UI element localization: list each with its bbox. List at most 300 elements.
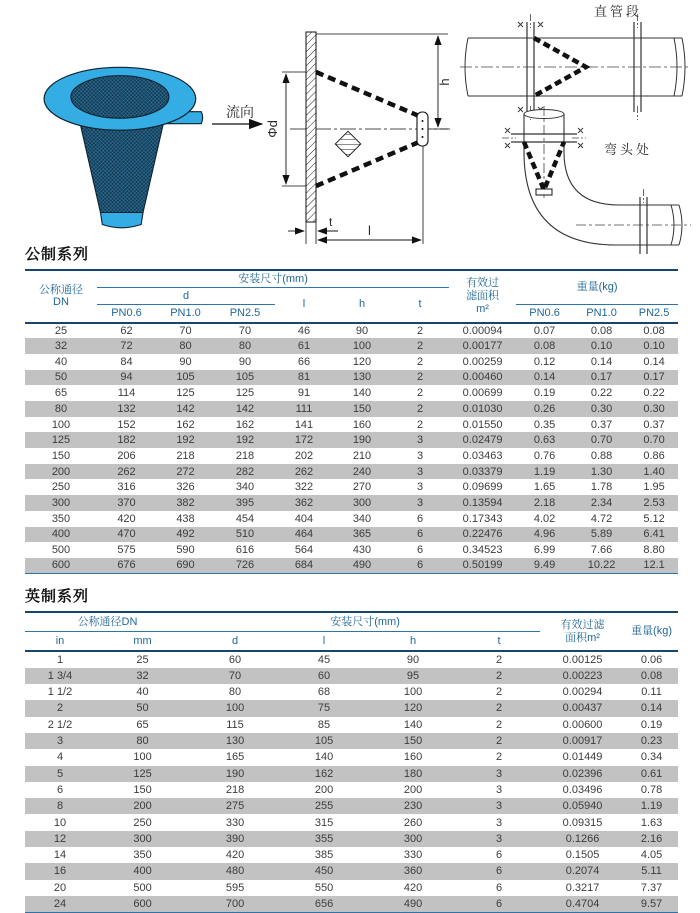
table-cell: 300	[51, 496, 71, 509]
table-cell: 140	[352, 387, 372, 400]
table-cell: 400	[133, 865, 152, 878]
table-cell: 2	[495, 686, 503, 699]
table-cell: 0.1505	[565, 849, 600, 862]
table-cell: 0.34523	[462, 544, 503, 557]
table-cell: 105	[314, 735, 334, 748]
table-cell: 75	[317, 702, 331, 715]
table-cell: 2	[495, 669, 503, 682]
table-cell: 3	[416, 449, 424, 462]
table-row	[25, 847, 678, 863]
table-cell: 0.63	[533, 434, 556, 447]
table-cell: 676	[117, 559, 136, 572]
h-extension-lines	[316, 34, 448, 129]
table-cell: 0.22476	[462, 528, 503, 541]
table-cell: 595	[225, 881, 245, 894]
table-cell: 0.4704	[565, 897, 600, 910]
table-cell: 464	[294, 528, 314, 541]
table-cell: 142	[176, 402, 195, 415]
table-cell: 6	[416, 559, 424, 572]
table-cell: 90	[179, 355, 192, 368]
col-header-l: l	[322, 634, 326, 647]
table-cell: 2	[416, 387, 424, 400]
table-cell: 60	[317, 669, 331, 682]
table-row	[25, 733, 678, 749]
table-cell: 70	[238, 324, 252, 337]
table-cell: 192	[176, 434, 195, 447]
col-header-d: d	[231, 634, 239, 647]
table-cell: 0.08	[533, 340, 556, 353]
table-cell: 6	[495, 881, 503, 894]
table-cell: 250	[51, 481, 71, 494]
table-cell: 1 1/2	[47, 686, 73, 699]
metric-series-title: 公制系列	[25, 246, 90, 263]
table-cell: 0.14	[640, 702, 663, 715]
table-cell: 0.30	[643, 402, 665, 415]
table-cell: 150	[133, 783, 152, 796]
table-cell: 218	[225, 783, 245, 796]
table-row	[25, 511, 678, 527]
table-cell: 165	[225, 751, 245, 764]
table-cell: 395	[235, 496, 255, 509]
table-cell: 726	[235, 559, 255, 572]
table-cell: 0.76	[533, 449, 556, 462]
table-cell: 330	[225, 816, 245, 829]
table-cell: 125	[235, 387, 255, 400]
table-cell: 0.07	[533, 324, 556, 337]
col-header-install-dims: 安装尺寸(mm)	[190, 612, 540, 632]
table-row	[25, 782, 678, 798]
col-header-l: l	[302, 298, 306, 311]
strainer-mesh-opening	[71, 76, 169, 119]
table-cell: 200	[403, 783, 423, 796]
table-cell: 300	[133, 832, 152, 845]
table-cell: 150	[403, 735, 423, 748]
table-row	[25, 814, 678, 830]
table-cell: 590	[176, 544, 195, 557]
table-cell: 2 1/2	[47, 718, 73, 731]
table-cell: 350	[51, 512, 71, 525]
col-header-filter-area	[540, 612, 625, 651]
table-cell: 600	[51, 559, 71, 572]
table-cell: 62	[120, 324, 133, 337]
t-extension-lines	[306, 222, 316, 244]
table-row	[25, 401, 678, 417]
table-cell: 4.72	[590, 512, 613, 525]
table-cell: 80	[179, 340, 192, 353]
table-cell: 140	[314, 751, 334, 764]
table-cell: 70	[228, 669, 242, 682]
table-cell: 202	[294, 449, 314, 462]
table-cell: 1.19	[640, 800, 663, 813]
table-cell: 160	[352, 418, 372, 431]
table-row	[25, 766, 678, 782]
col-header-weight: 重量(kg)	[631, 625, 673, 638]
table-cell: 0.22	[643, 387, 665, 400]
table-cell: 2	[495, 702, 503, 715]
area-label-1: 有效过滤	[560, 619, 605, 632]
table-cell: 46	[297, 324, 311, 337]
table-cell: 80	[136, 735, 149, 748]
table-cell: 490	[352, 559, 372, 572]
table-cell: 10	[53, 816, 67, 829]
table-cell: 100	[225, 702, 245, 715]
t-dimension-label: t	[329, 215, 333, 229]
table-cell: 0.70	[643, 434, 665, 447]
table-cell: 2	[416, 340, 424, 353]
table-cell: 172	[294, 434, 314, 447]
table-cell: 190	[352, 434, 372, 447]
table-cell: 0.00125	[562, 654, 603, 667]
table-cell: 3	[495, 800, 503, 813]
table-cell: 0.00917	[562, 735, 603, 748]
table-cell: 400	[51, 528, 71, 541]
table-cell: 125	[133, 767, 152, 780]
table-cell: 450	[314, 865, 334, 878]
table-cell: 326	[176, 481, 195, 494]
table-row	[25, 417, 678, 433]
table-cell: 690	[176, 559, 195, 572]
table-row	[25, 479, 678, 495]
table-cell: 3	[495, 816, 503, 829]
table-cell: 0.00259	[462, 355, 503, 368]
table-cell: 0.26	[533, 402, 556, 415]
col-header-d-pn25: PN2.5	[229, 306, 261, 319]
table-cell: 12	[53, 832, 67, 845]
table-cell: 100	[51, 418, 71, 431]
table-cell: 162	[235, 418, 255, 431]
table-cell: 6	[416, 528, 424, 541]
table-row	[25, 651, 678, 667]
table-cell: 0.88	[590, 449, 613, 462]
table-cell: 25	[54, 324, 68, 337]
table-cell: 0.02479	[462, 434, 503, 447]
table-cell: 5	[56, 767, 64, 780]
table-cell: 0.08	[643, 324, 665, 337]
table-cell: 150	[51, 449, 71, 462]
table-cell: 218	[235, 449, 255, 462]
table-cell: 240	[352, 465, 372, 478]
apex-dot	[422, 136, 424, 138]
table-cell: 162	[176, 418, 195, 431]
table-cell: 4.02	[533, 512, 556, 525]
table-row	[25, 527, 678, 543]
col-header-w-pn06: PN0.6	[529, 306, 560, 319]
table-cell: 6.99	[533, 544, 556, 557]
table-row	[25, 896, 678, 912]
table-cell: 684	[294, 559, 314, 572]
table-cell: 94	[120, 371, 133, 384]
table-cell: 3	[416, 465, 424, 478]
col-header-in: in	[55, 634, 65, 647]
table-row	[25, 448, 678, 464]
table-cell: 80	[228, 686, 242, 699]
col-header-h: h	[358, 298, 366, 311]
table-cell: 125	[51, 434, 71, 447]
table-row	[25, 880, 678, 896]
table-cell: 300	[403, 832, 423, 845]
table-cell: 3	[416, 496, 424, 509]
table-cell: 0.34	[640, 751, 663, 764]
table-cell: 0.00600	[562, 718, 603, 731]
table-cell: 6	[495, 865, 503, 878]
table-cell: 132	[117, 402, 136, 415]
table-cell: 0.3217	[565, 881, 600, 894]
table-cell: 0.08	[640, 669, 663, 682]
h-dimension-label: h	[437, 78, 452, 86]
table-cell: 200	[51, 465, 71, 478]
table-cell: 65	[136, 718, 149, 731]
table-cell: 60	[228, 654, 242, 667]
table-cell: 25	[136, 654, 149, 667]
table-cell: 4	[56, 751, 64, 764]
table-cell: 90	[238, 355, 252, 368]
table-cell: 80	[54, 402, 68, 415]
table-cell: 362	[294, 496, 314, 509]
table-cell: 0.14	[590, 355, 613, 368]
table-cell: 61	[297, 340, 311, 353]
table-cell: 600	[133, 897, 152, 910]
table-cell: 6	[56, 783, 64, 796]
col-header-d-pn10: PN1.0	[170, 306, 201, 319]
table-cell: 1.78	[590, 481, 613, 494]
table-cell: 0.30	[590, 402, 613, 415]
table-cell: 130	[225, 735, 245, 748]
table-cell: 404	[294, 512, 314, 525]
table-cell: 0.03379	[462, 465, 503, 478]
table-cell: 32	[136, 669, 149, 682]
area-label-2: 滤面积	[466, 289, 500, 302]
dn-label-cn: 公称通径	[39, 283, 83, 296]
imperial-series-title: 英制系列	[25, 588, 90, 606]
table-cell: 0.09699	[462, 481, 503, 494]
table-cell: 2	[495, 654, 503, 667]
strainer-apex-cap	[536, 189, 552, 195]
table-cell: 130	[352, 371, 372, 384]
table-cell: 3	[416, 434, 424, 447]
table-cell: 0.14	[533, 371, 556, 384]
table-cell: 1.65	[533, 481, 556, 494]
table-cell: 0.86	[643, 449, 665, 462]
table-cell: 430	[352, 544, 372, 557]
table-cell: 510	[235, 528, 255, 541]
col-header-dn: 公称通径DN	[25, 612, 190, 632]
table-cell: 1	[56, 654, 64, 667]
table-cell: 0.10	[643, 340, 665, 353]
table-cell: 8.80	[643, 544, 665, 557]
table-cell: 6.41	[643, 528, 665, 541]
table-cell: 120	[352, 355, 372, 368]
cone-strainer-3d-image	[20, 34, 205, 231]
area-label-1: 有效过	[466, 277, 500, 290]
table-cell: 2	[495, 718, 503, 731]
table-cell: 0.02396	[562, 767, 603, 780]
table-cell: 1.40	[643, 465, 665, 478]
table-row	[25, 717, 678, 733]
cone-upper-wall	[316, 72, 419, 116]
strainer-dimension-drawing	[198, 4, 458, 247]
table-cell: 2	[56, 702, 64, 715]
table-cell: 0.06	[640, 654, 663, 667]
table-cell: 2	[495, 735, 503, 748]
table-cell: 0.08	[590, 324, 613, 337]
col-header-w-pn10: PN1.0	[586, 306, 617, 319]
table-row	[25, 495, 678, 511]
table-cell: 0.05940	[562, 800, 603, 813]
table-cell: 480	[225, 865, 245, 878]
table-cell: 160	[403, 751, 423, 764]
table-cell: 2	[416, 418, 424, 431]
col-header-t: t	[418, 298, 422, 311]
table-cell: 0.1266	[565, 832, 600, 845]
table-cell: 0.01550	[462, 418, 503, 431]
table-cell: 90	[406, 654, 420, 667]
table-cell: 182	[117, 434, 136, 447]
table-cell: 315	[314, 816, 334, 829]
imperial-series-table	[25, 611, 678, 913]
table-cell: 0.37	[643, 418, 665, 431]
flow-direction-label: 流向	[226, 104, 254, 120]
table-cell: 80	[238, 340, 252, 353]
table-cell: 550	[314, 881, 334, 894]
col-header-d-pn06: PN0.6	[111, 306, 142, 319]
col-header-install-dims: 安装尺寸(mm)	[97, 270, 449, 288]
table-row	[25, 668, 678, 684]
table-cell: 0.11	[641, 686, 662, 699]
table-cell: 438	[176, 512, 195, 525]
table-cell: 140	[403, 718, 423, 731]
table-cell: 91	[297, 387, 311, 400]
table-cell: 500	[51, 544, 71, 557]
col-header-mm: mm	[133, 634, 152, 647]
table-cell: 6	[495, 849, 503, 862]
area-label-2: 面积m²	[565, 631, 600, 644]
table-cell: 0.00223	[562, 669, 603, 682]
table-cell: 3	[495, 767, 503, 780]
table-row	[25, 464, 678, 480]
col-header-d: d	[97, 288, 275, 305]
table-cell: 0.00437	[562, 702, 603, 715]
table-cell: 340	[352, 512, 372, 525]
table-cell: 260	[403, 816, 423, 829]
table-cell: 0.17343	[462, 512, 503, 525]
table-cell: 85	[317, 718, 331, 731]
col-header-h: h	[409, 634, 417, 647]
table-cell: 616	[235, 544, 255, 557]
table-row	[25, 558, 678, 574]
table-cell: 250	[133, 816, 152, 829]
table-cell: 5.11	[641, 865, 662, 878]
table-cell: 0.17	[643, 371, 665, 384]
table-cell: 20	[53, 881, 67, 894]
table-cell: 45	[317, 654, 331, 667]
table-cell: 564	[294, 544, 314, 557]
table-cell: 0.61	[640, 767, 663, 780]
table-cell: 180	[403, 767, 423, 780]
table-cell: 340	[235, 481, 255, 494]
table-cell: 6	[495, 897, 503, 910]
table-cell: 1.95	[643, 481, 665, 494]
elbow-label: 弯头处	[604, 142, 653, 157]
table-cell: 0.2074	[565, 865, 600, 878]
straight-pipe-label: 直管段	[594, 4, 643, 19]
table-cell: 115	[226, 718, 244, 731]
table-cell: 0.37	[590, 418, 613, 431]
table-cell: 492	[176, 528, 195, 541]
table-cell: 2.16	[640, 832, 663, 845]
table-cell: 8	[56, 800, 64, 813]
table-cell: 66	[297, 355, 311, 368]
table-cell: 0.00094	[462, 324, 503, 337]
table-cell: 330	[403, 849, 423, 862]
table-cell: 420	[225, 849, 245, 862]
table-row	[25, 354, 678, 370]
mesh-symbol	[335, 131, 360, 156]
table-cell: 282	[235, 465, 255, 478]
table-cell: 192	[235, 434, 255, 447]
table-cell: 454	[235, 512, 255, 525]
table-cell: 7.66	[590, 544, 613, 557]
table-cell: 3	[416, 481, 424, 494]
col-header-filter-area	[449, 270, 516, 323]
table-cell: 120	[403, 702, 423, 715]
elbow-inner-wall	[564, 114, 679, 205]
table-cell: 68	[317, 686, 331, 699]
table-cell: 95	[406, 669, 420, 682]
apex-dot	[422, 120, 424, 122]
table-cell: 9.49	[533, 559, 556, 572]
table-cell: 316	[117, 481, 136, 494]
phi-d-dimension-label: Φd	[265, 120, 280, 138]
table-cell: 0.10	[590, 340, 613, 353]
table-cell: 385	[314, 849, 334, 862]
dn-label-en: DN	[53, 296, 69, 309]
table-cell: 300	[352, 496, 372, 509]
table-cell: 218	[176, 449, 195, 462]
table-cell: 14	[53, 849, 67, 862]
table-cell: 2	[416, 355, 424, 368]
table-cell: 0.03496	[562, 783, 603, 796]
table-cell: 72	[120, 340, 133, 353]
table-cell: 1.19	[533, 465, 556, 478]
table-cell: 355	[314, 832, 334, 845]
table-cell: 0.23	[640, 735, 663, 748]
table-cell: 2.34	[590, 496, 613, 509]
table-cell: 142	[235, 402, 255, 415]
table-cell: 262	[117, 465, 136, 478]
table-cell: 0.00699	[462, 387, 503, 400]
table-cell: 81	[297, 371, 311, 384]
table-cell: 50	[136, 702, 149, 715]
table-cell: 100	[352, 340, 372, 353]
table-cell: 470	[117, 528, 136, 541]
table-cell: 2	[495, 751, 503, 764]
table-cell: 350	[133, 849, 152, 862]
strainer-bottom-band	[100, 213, 143, 228]
table-cell: 0.00294	[562, 686, 603, 699]
col-header-dn	[25, 270, 97, 323]
table-cell: 50	[54, 371, 68, 384]
table-cell: 0.70	[590, 434, 613, 447]
table-cell: 3	[56, 735, 64, 748]
table-cell: 16	[53, 865, 67, 878]
table-cell: 4.96	[533, 528, 556, 541]
table-cell: 2	[416, 371, 424, 384]
table-row	[25, 684, 678, 700]
area-label-3: m²	[476, 302, 489, 315]
table-cell: 6	[416, 544, 424, 557]
apex-dot	[422, 128, 424, 130]
table-cell: 500	[133, 881, 152, 894]
